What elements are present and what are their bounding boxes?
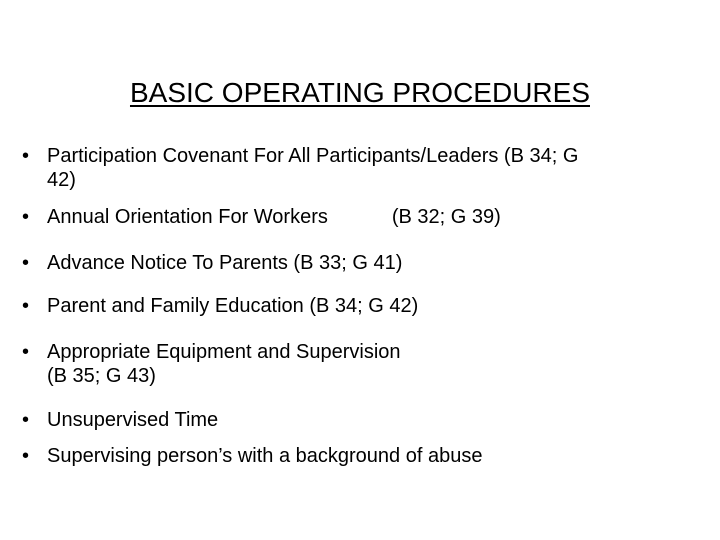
bullet-dot-icon: • <box>22 409 30 431</box>
bullet-dot-icon: • <box>22 295 30 317</box>
bullet-line: Participation Covenant For All Participants/Leaders (B 34; G <box>47 145 579 167</box>
slide-title: BASIC OPERATING PROCEDURES <box>129 77 590 108</box>
bullet-item <box>22 444 702 468</box>
bullet-text <box>47 408 702 432</box>
bullet-line: 42) <box>47 169 76 191</box>
bullet-text <box>47 294 702 318</box>
bullet-item <box>22 408 702 432</box>
bullet-item <box>22 144 702 192</box>
bullet-text <box>47 444 702 468</box>
bullet-dot-icon: • <box>22 145 30 167</box>
bullet-item <box>22 340 702 388</box>
bullet-dot-icon: • <box>22 206 30 228</box>
bullet-text <box>47 340 702 388</box>
bullet-line: (B 35; G 43) <box>47 365 156 387</box>
bullet-line: Parent and Family Education (B 34; G 42) <box>47 295 419 317</box>
bullet-item <box>22 205 702 229</box>
bullet-reference: (B 32; G 39) <box>391 206 501 228</box>
bullet-text <box>47 251 702 275</box>
bullet-item <box>22 251 702 275</box>
bullet-line: Annual Orientation For Workers <box>47 206 328 228</box>
bullet-line: Unsupervised Time <box>47 409 219 431</box>
bullet-line: Appropriate Equipment and Supervision <box>47 341 401 363</box>
bullet-text <box>47 205 702 229</box>
bullet-line: Supervising person’s with a background of abuse <box>47 445 483 467</box>
bullet-dot-icon: • <box>22 252 30 274</box>
bullet-text <box>47 144 702 192</box>
bullet-dot-icon: • <box>22 341 30 363</box>
bullet-line: Advance Notice To Parents (B 33; G 41) <box>47 252 403 274</box>
bullet-item <box>22 294 702 318</box>
bullet-dot-icon: • <box>22 445 30 467</box>
